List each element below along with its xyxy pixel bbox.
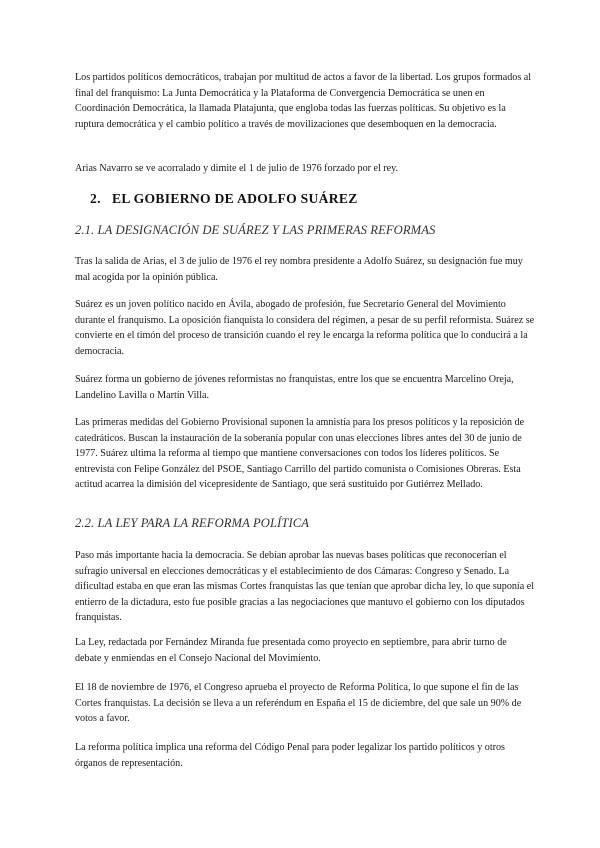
paragraph-perfil-suarez: Suárez es un joven político nacido en Ávila, abogado de profesión, fue Secretario General del Movimiento durante el franquismo. La oposición fianquista lo considera del régimen, a pesar de su perfil reformista. Suárez se convierte en el timón del proceso de transición cuando el rey le encarga la reforma política que lo conducirá a la democracia. bbox=[75, 299, 535, 357]
subsection-heading-designacion: 2.1. LA DESIGNACIÓN DE SUÁREZ Y LAS PRIMERAS REFORMAS bbox=[75, 223, 436, 237]
subsection-heading-ley-reforma: 2.2. LA LEY PARA LA REFORMA POLÍTICA bbox=[75, 516, 310, 530]
paragraph-gobierno-reformista: Suárez forma un gobierno de jóvenes reformistas no franquistas, entre los que se encuentra Marcelino Oreja, Landelino Lavilla o Martín Villa. bbox=[75, 374, 514, 401]
paragraph-arias-dimision: Arias Navarro se ve acorralado y dimite el 1 de julio de 1976 forzado por el rey. bbox=[75, 163, 399, 174]
paragraph-primeras-medidas: Las primeras medidas del Gobierno Provisional suponen la amnistía para los presos políticos y la reposición de catedráticos. Buscan la instauración de la soberanía popular con unas elecciones libres antes del 30 de junio de 1977. Suárez ultima la reforma al tiempo que mantiene conversaciones con todos los líderes políticos. Se entrevista con Felipe González del PSOE, Santiago Carrillo del partido comunista o Comisiones Obreras. Esta actitud acarrea la dimisión del vicepresidente de Santiago, que será sustituido por Gutiérrez Mellado. bbox=[75, 417, 525, 491]
paragraph-codigo-penal: La reforma política implica una reforma del Código Penal para poder legalizar los partido políticos y otros órganos de representación. bbox=[75, 742, 505, 769]
section-title: EL GOBIERNO DE ADOLFO SUÁREZ bbox=[112, 191, 358, 206]
paragraph-referendum: El 18 de noviembre de 1976, el Congreso aprueba el proyecto de Reforma Política, lo que supone el fin de las Cortes franquistas. La decisión se lleva a un referéndum en España el 15 de diciembre, del que sale un 90% de votos a favor. bbox=[75, 682, 522, 725]
paragraph-fernandez-miranda: La Ley, redactada por Fernández Miranda fue presentada como proyecto en septiembre, para abrir turno de debate y enmiendas en el Consejo Nacional del Movimiento. bbox=[75, 637, 507, 664]
paragraph-paso-democracia: Paso más importante hacia la democracia. Se debían aprobar las nuevas bases políticas que reconocerían el sufragio universal en elecciones democráticas y el establecimiento de dos Cámaras: Congreso y Senado. La dificultad estaba en que eran las mismas Cortes franquistas las que tenían que aprobar dicha ley, lo que suponía el entierro de la dictadura, esto fue posible gracias a las negociaciones que mantuvo el gobierno con los diputados franquistas. bbox=[75, 550, 535, 624]
paragraph-nombramiento-suarez: Tras la salida de Arias, el 3 de julio de 1976 el rey nombra presidente a Adolfo Suárez, su designación fue muy mal acogida por la opinión pública. bbox=[75, 256, 523, 283]
paragraph-platajunta: Los partidos políticos democráticos, trabajan por multitud de actos a favor de la libertad. Los grupos formados al final del franquismo: La Junta Democrática y la Plataforma de Convergencia Democrática se unen en Coordinación Democrática, la llamada Platajunta, que engloba todas las fuerzas políticas. Su objetivo es la ruptura democrática y el cambio político a través de movilizaciones que desemboquen en la democracia. bbox=[75, 72, 532, 130]
section-number: 2. bbox=[90, 191, 101, 206]
section-heading-gobierno-suarez bbox=[90, 191, 358, 207]
